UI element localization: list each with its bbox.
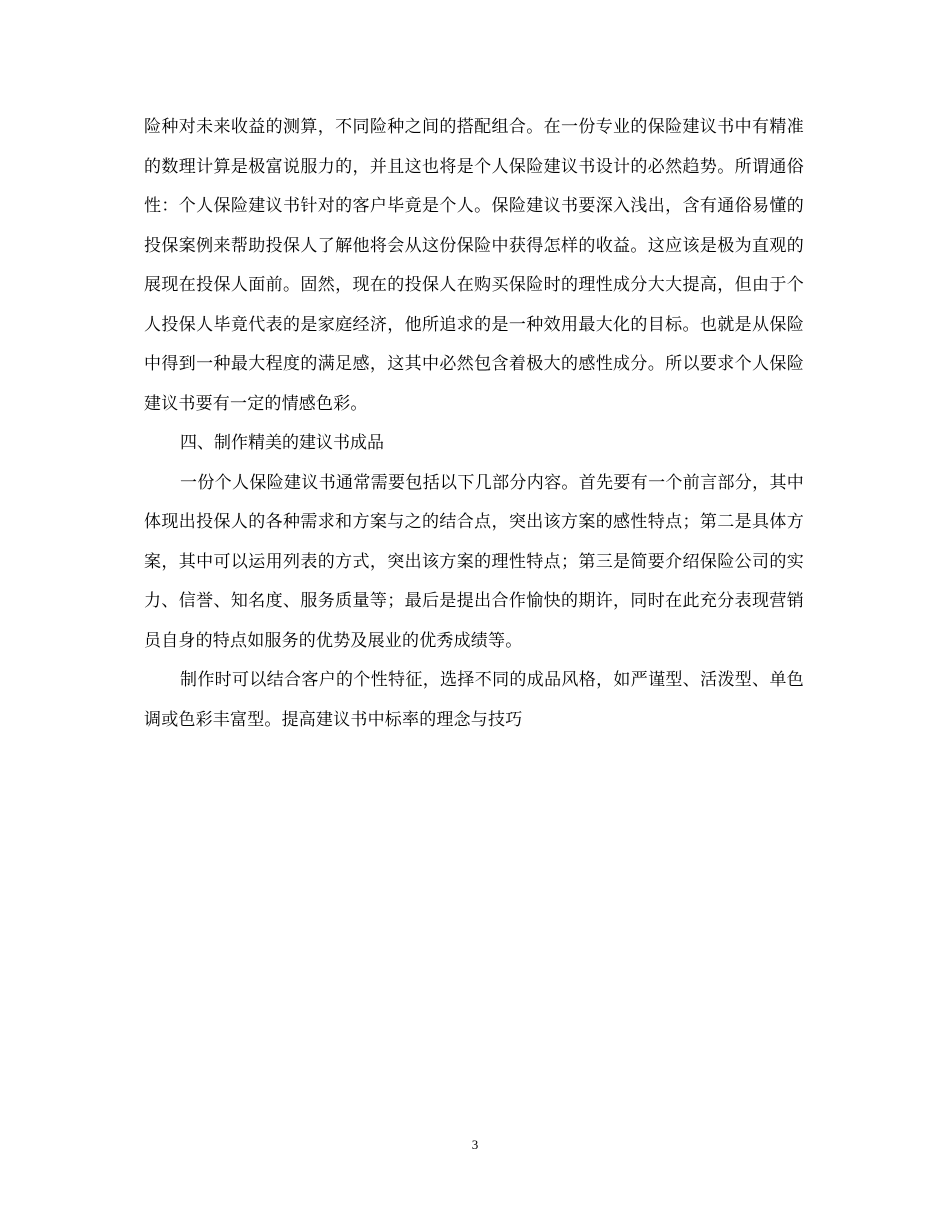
- paragraph-style: 制作时可以结合客户的个性特征，选择不同的成品风格，如严谨型、活泼型、单色调或色彩丰富型。提高建议书中标率的理念与技巧: [144, 670, 804, 730]
- paragraph-continuation: 险种对未来收益的测算，不同险种之间的搭配组合。在一份专业的保险建议书中有精准的数理计算是极富说服力的，并且这也将是个人保险建议书设计的必然趋势。所谓通俗性：个人保险建议书针对的客户毕竟是个人。保险建议书要深入浅出，含有通俗易懂的投保案例来帮助投保人了解他将会从这份保险中获得怎样的收益。这应该是极为直观的展现在投保人面前。固然，现在的投保人在购买保险时的理性成分大大提高，但由于个人投保人毕竟代表的是家庭经济，他所追求的是一种效用最大化的目标。也就是从保险中得到一种最大程度的满足感，这其中必然包含着极大的感性成分。所以要求个人保险建议书要有一定的情感色彩。: [144, 117, 804, 414]
- document-body: [144, 108, 804, 740]
- section-heading: 四、制作精美的建议书成品: [180, 433, 384, 453]
- page-number: 3: [471, 1137, 479, 1152]
- paragraph-contents: 一份个人保险建议书通常需要包括以下几部分内容。首先要有一个前言部分，其中体现出投保人的各种需求和方案与之的结合点，突出该方案的感性特点；第二是具体方案，其中可以运用列表的方式，突出该方案的理性特点；第三是简要介绍保险公司的实力、信誉、知名度、服务质量等；最后是提出合作愉快的期许，同时在此充分表现营销员自身的特点如服务的优势及展业的优秀成绩等。: [144, 472, 804, 651]
